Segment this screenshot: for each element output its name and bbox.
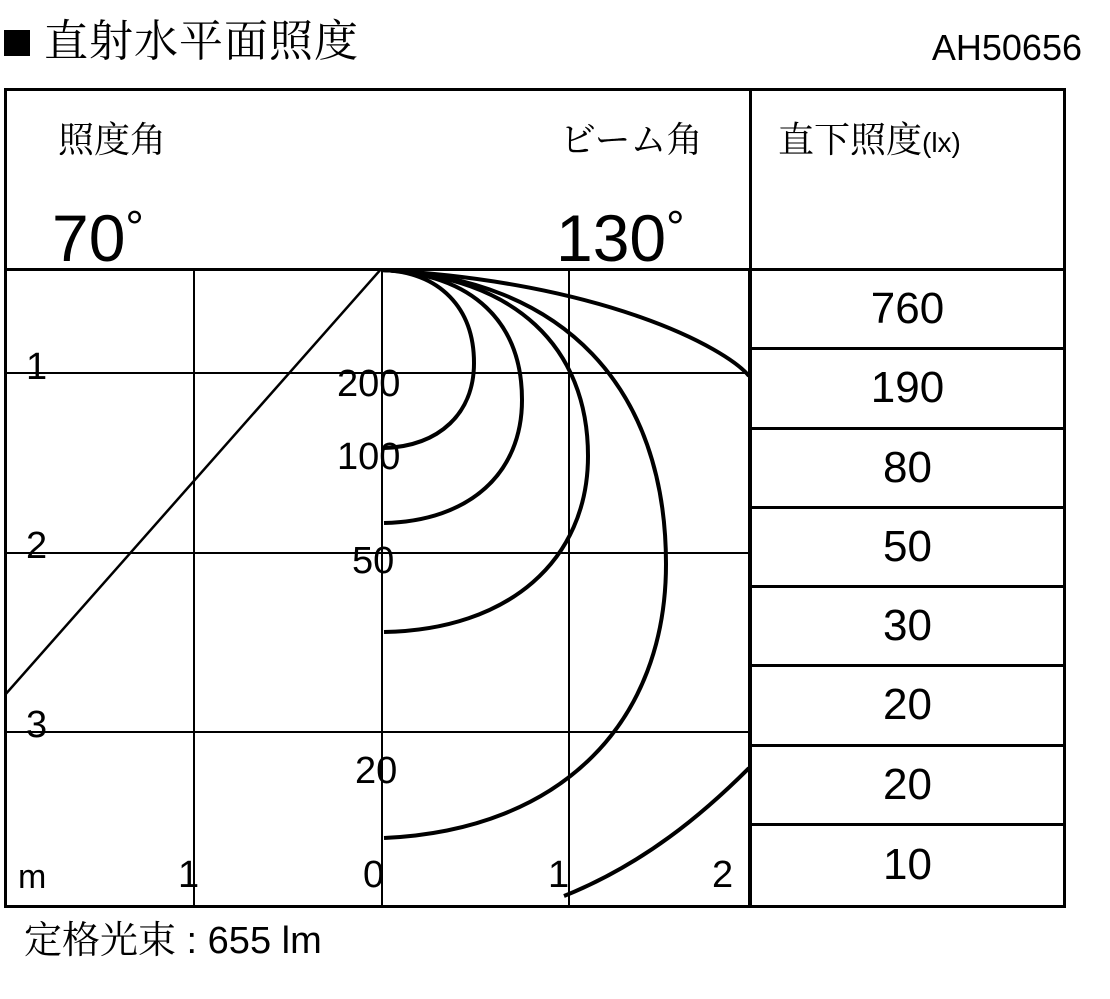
rated-luminous-flux: 定格光束 : 655 lm	[24, 920, 322, 962]
table-cell-value: 20	[883, 680, 932, 730]
contour-line-100	[382, 270, 522, 523]
contour-label-20: 20	[355, 750, 398, 792]
illuminance-angle-number: 70	[52, 201, 126, 275]
degree-icon: °	[666, 201, 685, 253]
y-axis-tick-3: 3	[26, 704, 48, 746]
label-beam-angle: ビーム角	[560, 119, 703, 160]
table-row	[752, 430, 1063, 509]
table-cell-value: 20	[883, 759, 932, 809]
illuminance-angle-value	[52, 191, 144, 274]
table-cell-value: 30	[883, 601, 932, 651]
beam-angle-number: 130	[556, 201, 667, 275]
x-axis-tick-left-1: 1	[178, 854, 200, 896]
contour-line-200	[382, 270, 474, 448]
table-row	[752, 667, 1063, 746]
table-cell-value: 50	[883, 521, 932, 571]
table-row	[752, 271, 1063, 350]
y-axis-tick-2: 2	[26, 525, 48, 567]
table-cell-value: 760	[870, 284, 945, 334]
label-direct-illuminance	[778, 118, 961, 165]
table-row	[752, 509, 1063, 588]
table-cell-value: 80	[883, 442, 932, 492]
table-row	[752, 588, 1063, 667]
contour-label-50: 50	[352, 540, 395, 582]
beam-angle-value	[556, 191, 685, 274]
x-axis-tick-0: 0	[363, 854, 385, 896]
page-title: 直射水平面照度	[44, 17, 359, 66]
table-cell-value: 190	[870, 363, 945, 413]
table-row	[752, 826, 1063, 905]
axis-unit-label: m	[18, 858, 47, 896]
chart-header	[0, 0, 1110, 88]
y-axis-tick-1: 1	[26, 346, 48, 388]
table-row	[752, 747, 1063, 826]
label-illuminance-angle: 照度角	[58, 119, 167, 160]
table-row	[752, 350, 1063, 429]
x-axis-tick-right-1: 1	[548, 854, 570, 896]
x-axis-tick-right-2: 2	[712, 854, 734, 896]
model-code: AH50656	[931, 27, 1082, 68]
degree-icon: °	[125, 201, 144, 253]
filled-square-icon	[4, 30, 30, 56]
table-cell-value: 10	[883, 840, 932, 890]
direct-illuminance-table	[752, 271, 1063, 905]
label-direct-illuminance-unit: (lx)	[922, 127, 961, 158]
label-direct-illuminance-text: 直下照度	[778, 119, 923, 160]
contour-label-100: 100	[337, 436, 401, 478]
contour-label-200: 200	[337, 363, 401, 405]
